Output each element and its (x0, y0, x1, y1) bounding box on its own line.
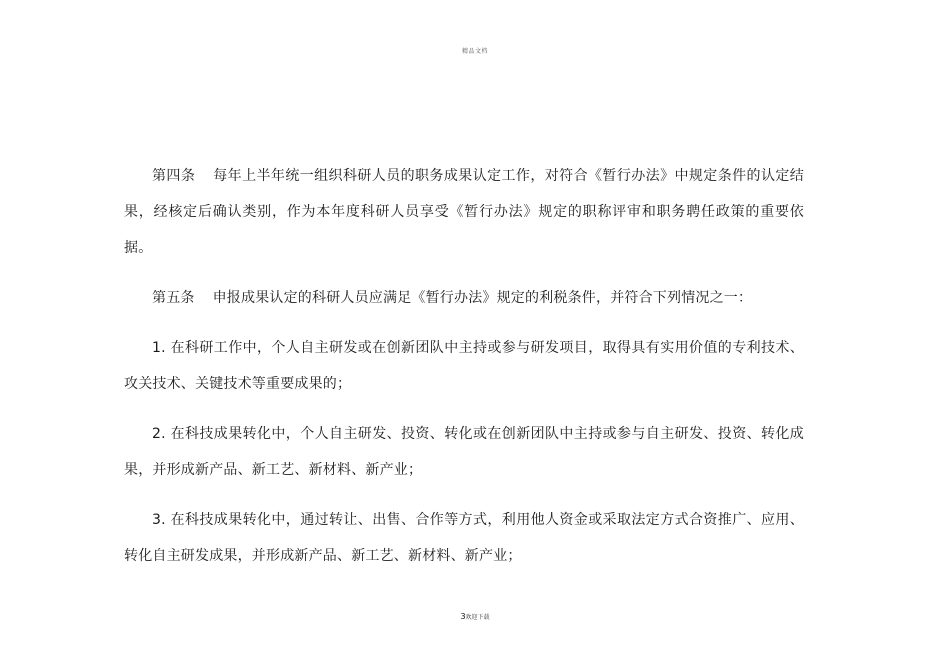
article-label: 第四条 (152, 168, 196, 184)
page-number: 3 (460, 612, 466, 621)
paragraph-text: 2. 在科技成果转化中，个人自主研发、投资、转化或在创新团队中主持或参与自主研发、投资、转化成果，并形成新产品、新工艺、新材料、新产业； (124, 426, 804, 478)
paragraph-article-4 (124, 158, 804, 266)
page-header: 精品文档 (461, 48, 488, 55)
paragraph-text: 申报成果认定的科研人员应满足《暂行办法》规定的利税条件，并符合下列情况之一： (212, 290, 753, 306)
list-item-1 (124, 330, 804, 402)
page-footer (0, 612, 950, 621)
paragraph-text: 每年上半年统一组织科研人员的职务成果认定工作，对符合《暂行办法》中规定条件的认定结果，经核定后确认类别，作为本年度科研人员享受《暂行办法》规定的职称评审和职务聘任政策的重要依据。 (124, 168, 804, 256)
paragraph-text: 1. 在科研工作中，个人自主研发或在创新团队中主持或参与研发项目，取得具有实用价值的专利技术、攻关技术、关键技术等重要成果的； (124, 340, 804, 392)
article-label: 第五条 (152, 290, 195, 306)
footer-label: 欢迎下载 (465, 614, 490, 621)
paragraph-text: 3. 在科技成果转化中，通过转让、出售、合作等方式，利用他人资金或采取法定方式合资推广、应用、转化自主研发成果，并形成新产品、新工艺、新材料、新产业； (124, 512, 804, 564)
list-item-3 (124, 502, 804, 574)
document-body (124, 158, 804, 588)
paragraph-article-5 (124, 280, 804, 316)
list-item-2 (124, 416, 804, 488)
